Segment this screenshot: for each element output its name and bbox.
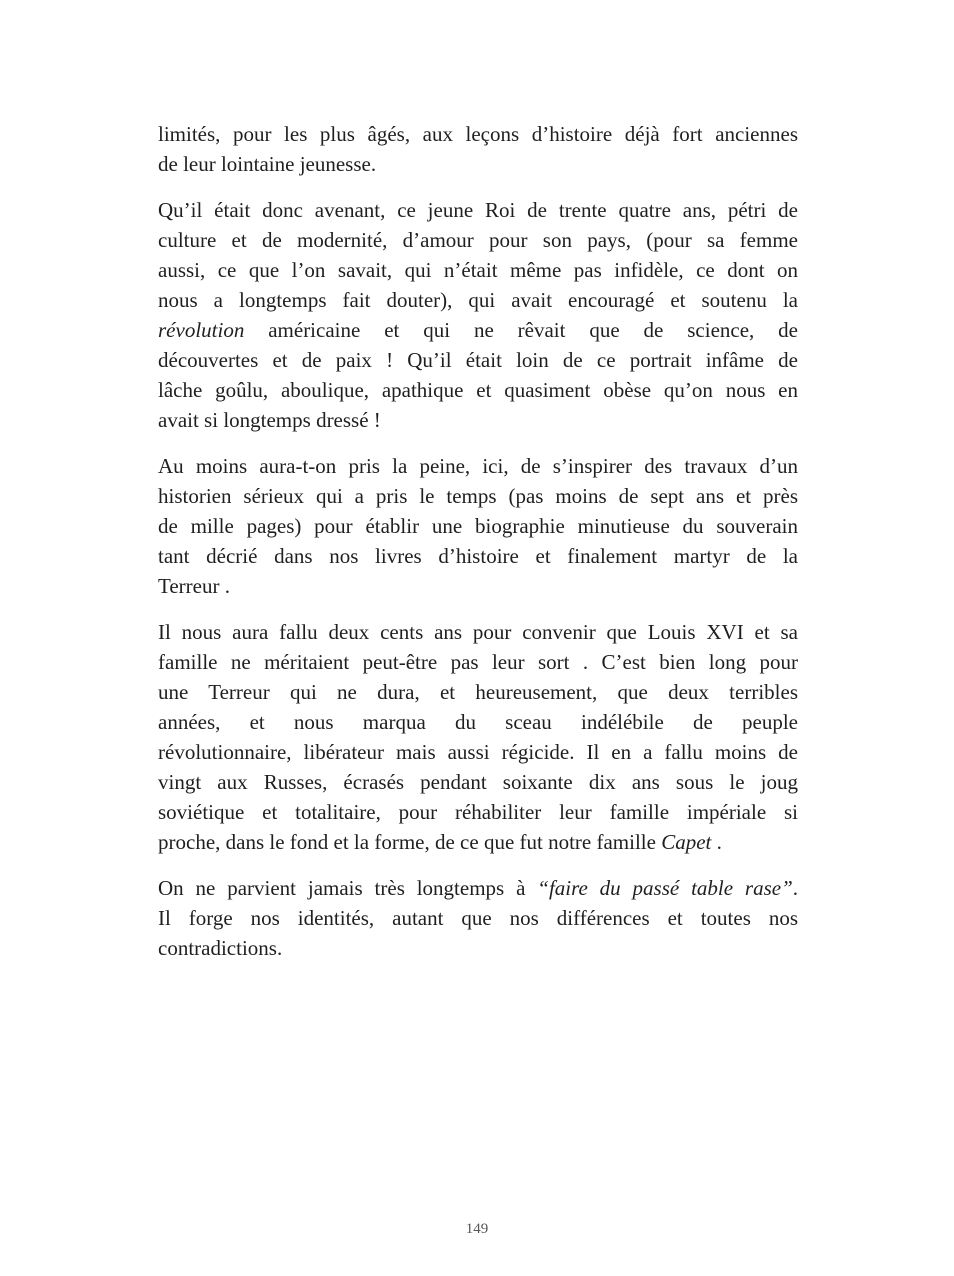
text-line: avait si longtemps dressé ! [158,408,381,432]
text-line: culture et de modernité, d’amour pour son pays, (pour sa femme [158,228,798,252]
italic-word: Capet [661,830,712,854]
italic-word: révolution [158,318,245,342]
text-line: révolutionnaire, libérateur mais aussi régicide. Il en a fallu moins de [158,740,798,764]
text-line: Il nous aura fallu deux cents ans pour convenir que Louis XVI et sa [158,620,798,644]
paragraph-1 [158,119,798,179]
line-start: On ne parvient jamais très longtemps à [158,876,538,900]
text-line: Terreur . [158,574,230,598]
body-text [158,119,798,979]
text-line-with-italic [158,827,798,857]
text-line: Au moins aura-t-on pris la peine, ici, de s’inspirer des travaux d’un [158,454,798,478]
text-line: famille ne méritaient peut-être pas leur sort . C’est bien long pour [158,650,798,674]
text-line: découvertes et de paix ! Qu’il était loin de ce portrait infâme de [158,348,798,372]
text-line: limités, pour les plus âgés, aux leçons d’histoire déjà fort anciennes [158,122,798,146]
text-line: vingt aux Russes, écrasés pendant soixante dix ans sous le joug [158,770,798,794]
paragraph-3 [158,451,798,601]
text-line: nous a longtemps fait douter), qui avait encouragé et soutenu la [158,288,798,312]
paragraph-4 [158,617,798,857]
text-line: Qu’il était donc avenant, ce jeune Roi de trente quatre ans, pétri de [158,198,798,222]
italic-quote: “faire du passé table rase” [537,876,793,900]
text-line: historien sérieux qui a pris le temps (pas moins de sept ans et près [158,484,798,508]
line-start: proche, dans le fond et la forme, de ce que fut notre famille [158,830,662,854]
text-line: soviétique et totalitaire, pour réhabiliter leur famille impériale si [158,800,798,824]
text-line: lâche goûlu, aboulique, apathique et quasiment obèse qu’on nous en [158,378,798,402]
text-line: de mille pages) pour établir une biographie minutieuse du souverain [158,514,798,538]
text-line: de leur lointaine jeunesse. [158,152,377,176]
paragraph-5 [158,873,798,963]
line-end: . [792,876,799,900]
text-line: années, et nous marqua du sceau indélébile de peuple [158,710,798,734]
text-line: aussi, ce que l’on savait, qui n’était même pas infidèle, ce dont on [158,258,798,282]
page-number: 149 [465,1221,489,1237]
text-line-with-italic [158,315,798,345]
paragraph-2 [158,195,798,435]
text-line: Il forge nos identités, autant que nos différences et toutes nos [158,906,798,930]
line-end: . [711,830,722,854]
line-remainder: américaine et qui ne rêvait que de science, de [244,318,798,342]
text-line: tant décrié dans nos livres d’histoire et finalement martyr de la [158,544,798,568]
text-line: une Terreur qui ne dura, et heureusement, que deux terribles [158,680,798,704]
text-line: contradictions. [158,936,283,960]
text-line-with-italic [158,873,798,903]
